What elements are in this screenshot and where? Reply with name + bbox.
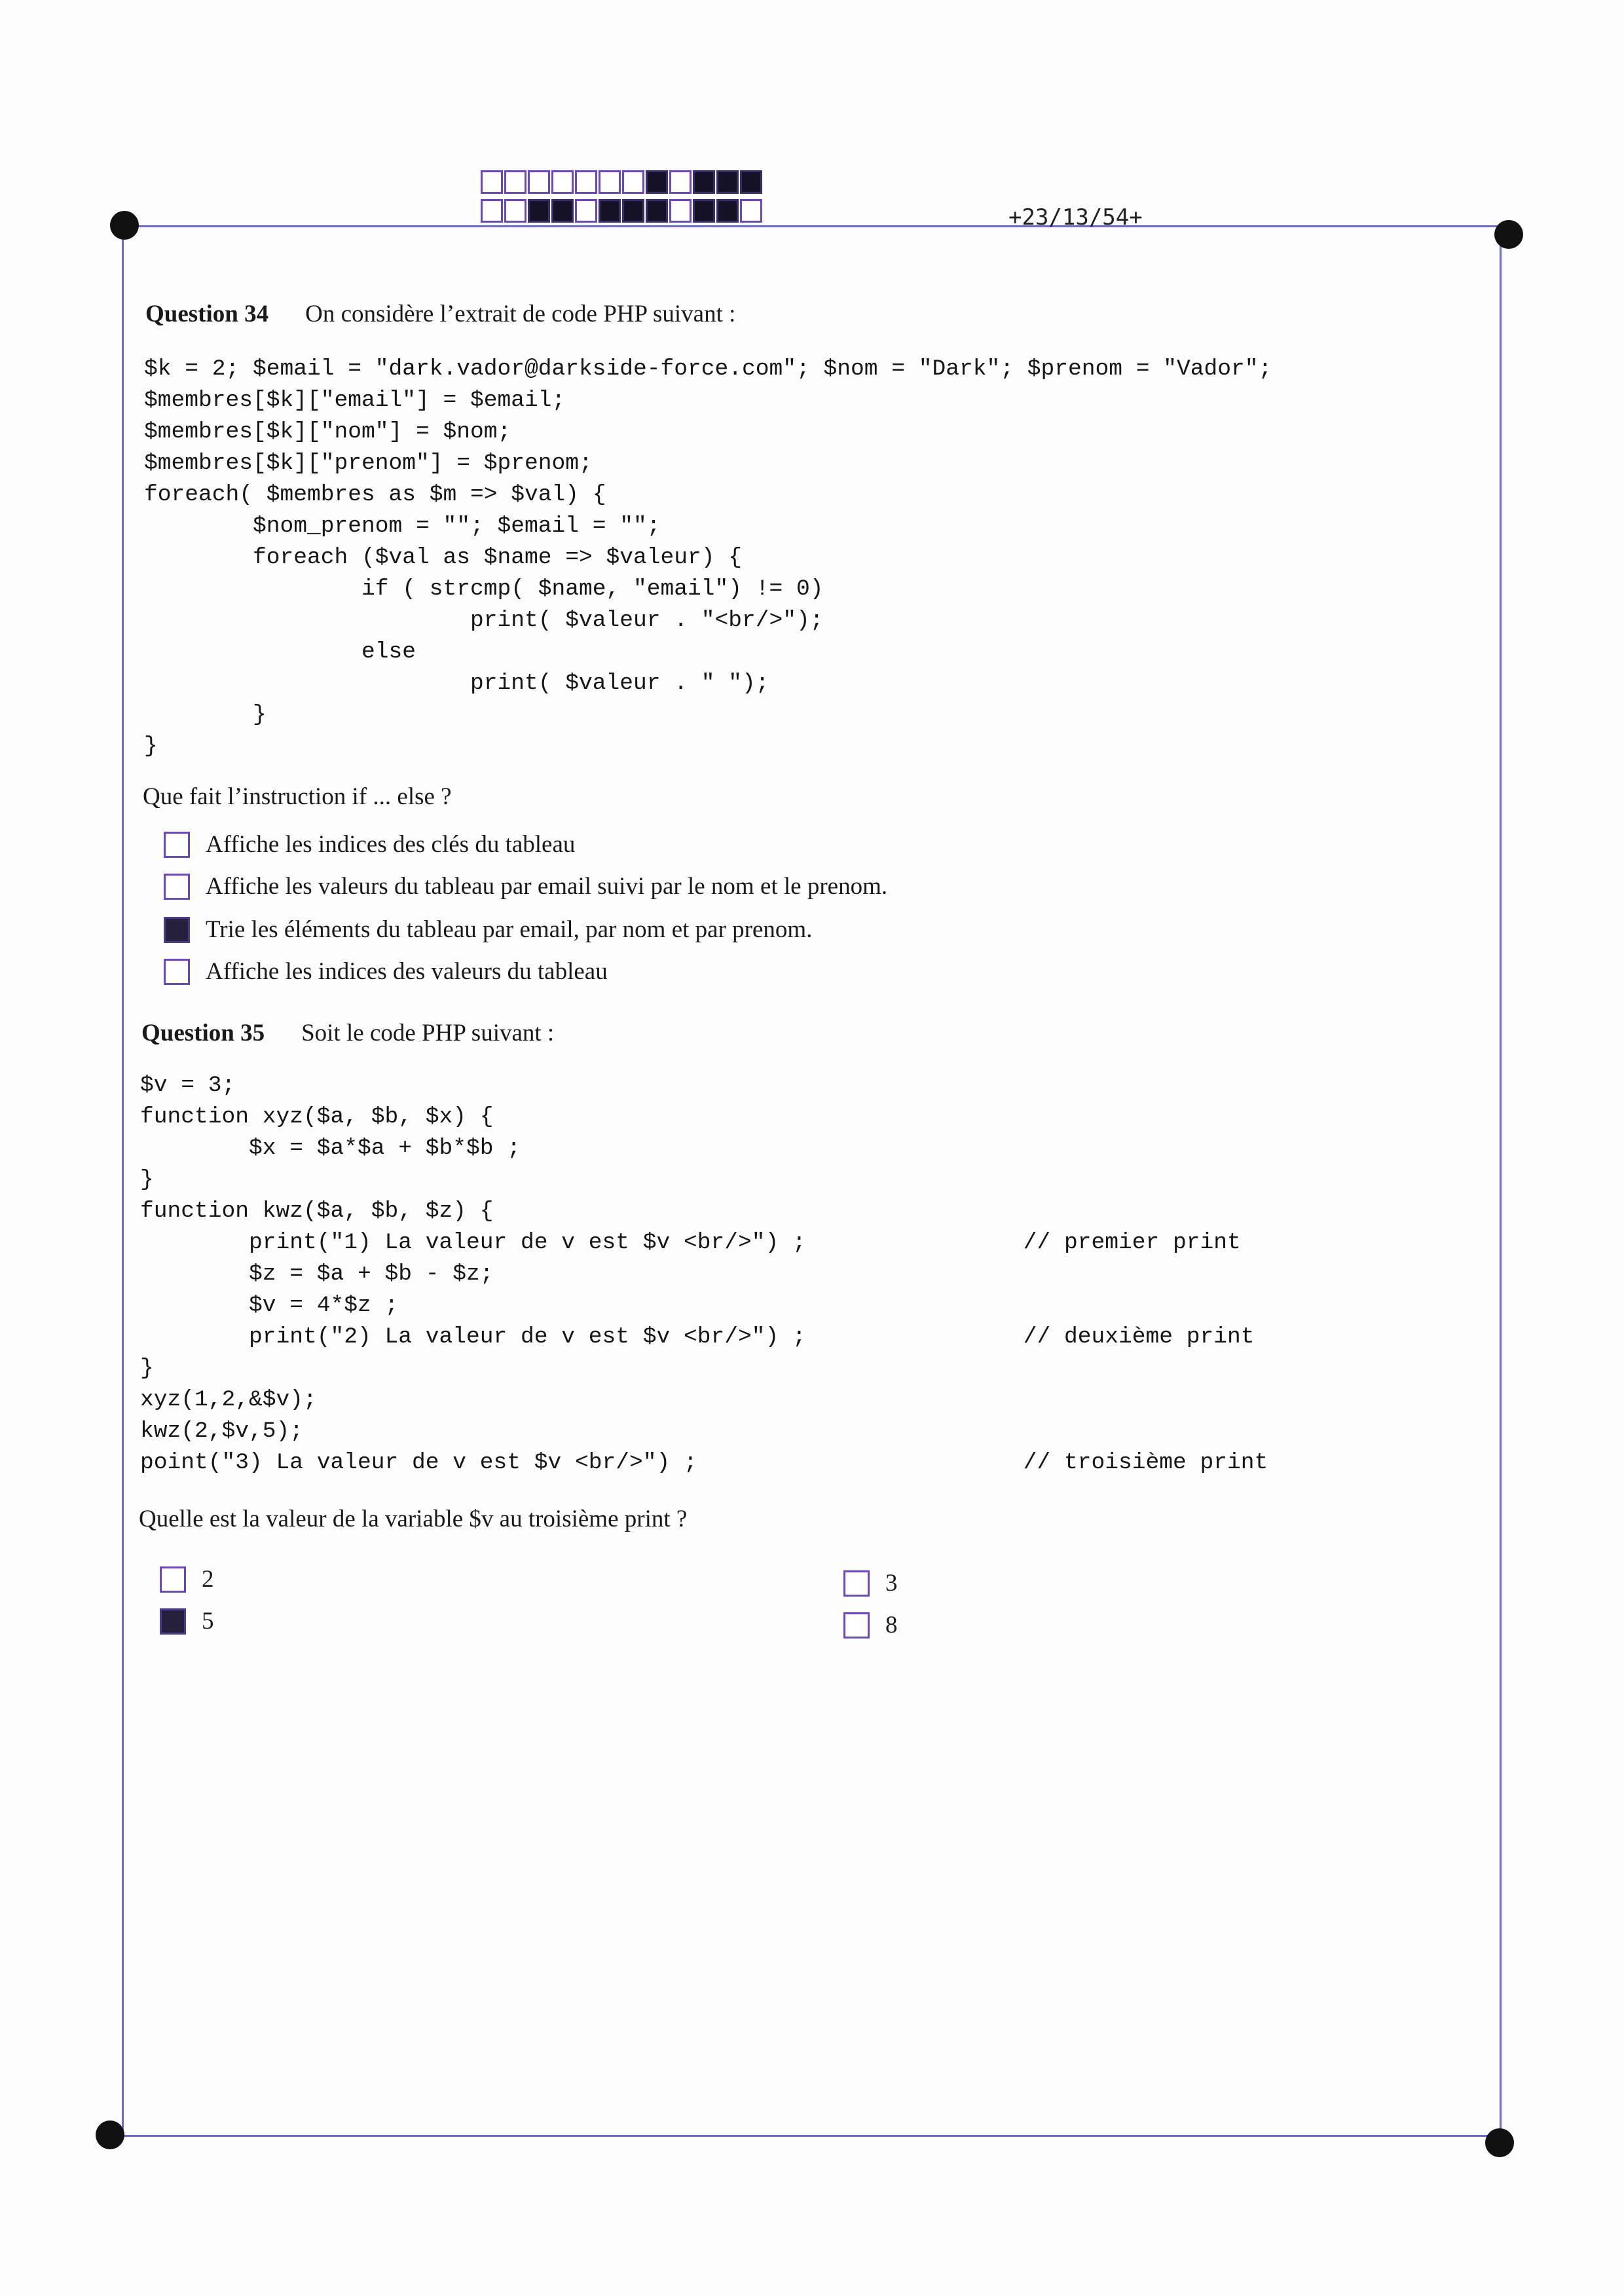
q35-choice-3-checkbox[interactable]	[160, 1608, 186, 1635]
question-34-prompt: Que fait l’instruction if ... else ?	[143, 783, 452, 810]
barcode-cell	[622, 199, 644, 223]
question-35-label: Question 35	[141, 1020, 265, 1046]
q35-choice-4[interactable]	[843, 1611, 898, 1639]
barcode-cell	[504, 199, 526, 223]
q34-choice-4-checkbox[interactable]	[164, 959, 190, 985]
barcode-cell	[528, 170, 550, 194]
barcode-cell	[669, 199, 692, 223]
q34-choice-3-checkbox[interactable]	[164, 917, 190, 943]
q34-choice-3[interactable]	[164, 916, 812, 944]
barcode-cell	[551, 170, 574, 194]
barcode-cell	[716, 199, 739, 223]
question-34-text: On considère l’extrait de code PHP suivant :	[305, 301, 736, 327]
barcode-cell	[575, 199, 597, 223]
question-34-header	[145, 300, 735, 328]
question-35-text: Soit le code PHP suivant :	[301, 1020, 555, 1046]
barcode-cell	[622, 170, 644, 194]
q34-choice-3-label: Trie les éléments du tableau par email, par nom et par prenom.	[206, 916, 813, 943]
barcode-cell	[599, 170, 621, 194]
q34-choice-1-checkbox[interactable]	[164, 832, 190, 858]
frame-top-line	[124, 225, 1500, 227]
q35-choice-1-label: 2	[202, 1566, 214, 1593]
q34-choice-2[interactable]	[164, 872, 887, 900]
corner-mark-top-left	[110, 211, 139, 240]
barcode-cell	[551, 199, 574, 223]
corner-mark-top-right	[1494, 220, 1523, 249]
corner-mark-bottom-right	[1485, 2128, 1514, 2157]
q35-choice-3-label: 5	[202, 1608, 214, 1635]
q34-choice-2-checkbox[interactable]	[164, 874, 190, 900]
q34-choice-4[interactable]	[164, 957, 608, 986]
barcode-cell	[504, 170, 526, 194]
question-34-code: $k = 2; $email = "dark.vador@darkside-force.com"; $nom = "Dark"; $prenom = "Vador"; $membres[$k]["email"] = $email; $membres[$k]["nom"] = $nom; $membres[$k]["prenom"] = $prenom; foreach( $membres as $m => $val) { $nom_prenom = ""; $email = ""; foreach ($val as $name => $valeur) { if ( strcmp( $name, "email") != 0) print( $valeur . "<br/>"); else print( $valeur . " "); } }	[144, 356, 1272, 759]
barcode-cell	[599, 199, 621, 223]
barcode-bottom	[481, 199, 764, 223]
q35-choice-1-checkbox[interactable]	[160, 1566, 186, 1593]
barcode-top	[481, 170, 764, 194]
q34-choice-4-label: Affiche les indices des valeurs du tableau	[206, 958, 608, 985]
q35-choice-2-checkbox[interactable]	[843, 1570, 870, 1597]
barcode-cell	[693, 199, 715, 223]
barcode-cell	[740, 170, 762, 194]
corner-mark-bottom-left	[96, 2120, 124, 2149]
barcode-cell	[646, 199, 668, 223]
barcode-cell	[646, 170, 668, 194]
frame-left-line	[122, 225, 124, 2135]
q35-choice-1[interactable]	[160, 1565, 214, 1593]
question-35-header	[141, 1019, 554, 1047]
question-35-code: $v = 3; function xyz($a, $b, $x) { $x = $a*$a + $b*$b ; } function kwz($a, $b, $z) { print("1) La valeur de v est $v <br/>") ; // premier print $z = $a + $b - $z; $v = 4*$z ; print("2) La valeur de v est $v <br/>") ; // deuxième print } xyz(1,2,&$v); kwz(2,$v,5); point("3) La valeur de v est $v <br/>") ; // troisième print	[140, 1073, 1268, 1475]
barcode-cell	[669, 170, 692, 194]
question-34-label: Question 34	[145, 301, 269, 327]
q34-choice-1[interactable]	[164, 830, 575, 859]
frame-bottom-line	[111, 2135, 1500, 2137]
barcode-cell	[716, 170, 739, 194]
barcode-cell	[528, 199, 550, 223]
frame-right-line	[1500, 234, 1502, 2136]
q35-choice-2[interactable]	[843, 1569, 898, 1597]
barcode-cell	[481, 170, 503, 194]
q35-choice-2-label: 3	[885, 1570, 898, 1597]
barcode-cell	[575, 170, 597, 194]
question-35-prompt: Quelle est la valeur de la variable $v au troisième print ?	[139, 1506, 688, 1532]
barcode-cell	[693, 170, 715, 194]
barcode-cell	[740, 199, 762, 223]
q35-choice-4-label: 8	[885, 1612, 898, 1639]
q35-choice-4-checkbox[interactable]	[843, 1612, 870, 1639]
q34-choice-2-label: Affiche les valeurs du tableau par email suivi par le nom et le prenom.	[206, 873, 888, 900]
q34-choice-1-label: Affiche les indices des clés du tableau	[206, 831, 576, 858]
page-code: +23/13/54+	[1008, 204, 1143, 231]
barcode-cell	[481, 199, 503, 223]
q35-choice-3[interactable]	[160, 1607, 214, 1635]
